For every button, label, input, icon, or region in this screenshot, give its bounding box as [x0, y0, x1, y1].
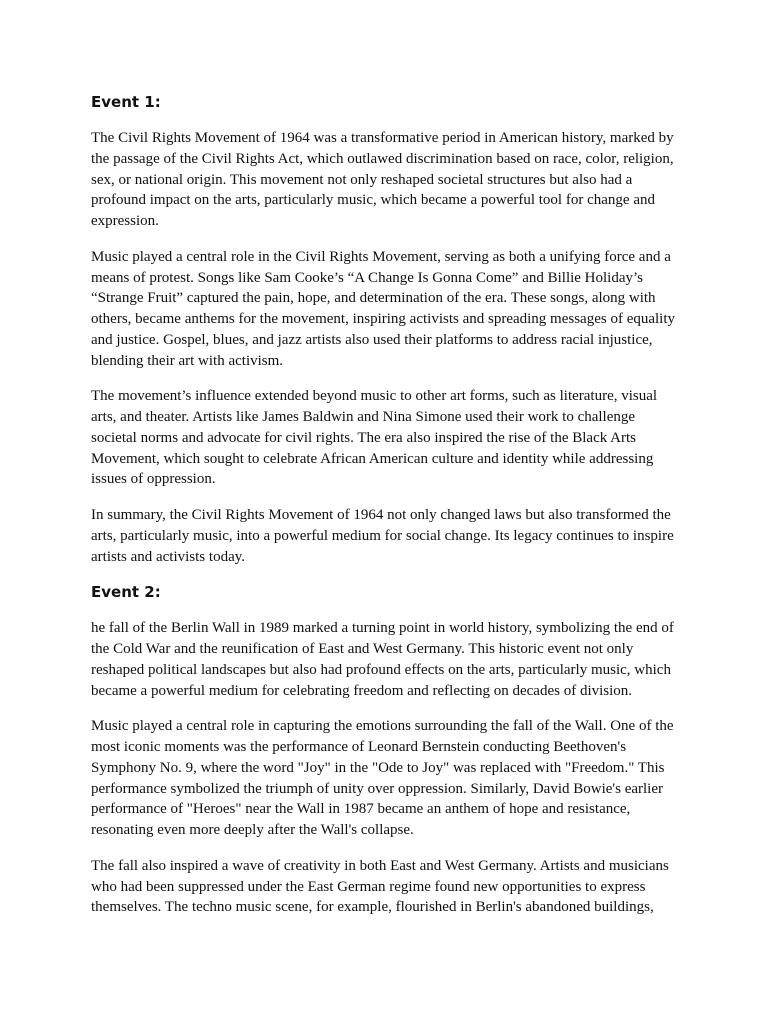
event-2-section: [91, 582, 681, 918]
event-2-heading: Event 2:: [91, 583, 161, 602]
event-2-paragraph-3: The fall also inspired a wave of creativity in both East and West Germany. Artists and musicians who had been suppressed under the East German regime found new opportunities to express themselves. The techno music scene, for example, flourished in Berlin's abandoned buildings,: [91, 857, 669, 916]
event-1-heading: Event 1:: [91, 93, 161, 111]
document-page: [91, 92, 681, 933]
event-1-paragraph-4: In summary, the Civil Rights Movement of 1964 not only changed laws but also transformed the arts, particularly music, into a powerful medium for social change. Its legacy continues to inspire artists and activists today.: [91, 507, 674, 565]
event-1-paragraph-3: The movement’s influence extended beyond music to other art forms, such as literature, visual arts, and theater. Artists like James Baldwin and Nina Simone used their work to challenge societal norms and advocate for civil rights. The era also inspired the rise of the Black Arts Movement, which sought to celebrate African American culture and identity while addressing issues of oppression.: [91, 388, 658, 488]
event-2-paragraph-1: he fall of the Berlin Wall in 1989 marked a turning point in world history, symbolizing the end of the Cold War and the reunification of East and West Germany. This historic event not only reshaped political landscapes but also had profound effects on the arts, particularly music, which became a powerful medium for celebrating freedom and reflecting on decades of division.: [91, 620, 674, 699]
event-1-paragraph-1: The Civil Rights Movement of 1964 was a transformative period in American history, marked by the passage of the Civil Rights Act, which outlawed discrimination based on race, color, religion, sex, or national origin. This movement not only reshaped societal structures but also had a profound impact on the arts, particularly music, which became a powerful tool for change and expression.: [91, 130, 674, 229]
event-2-paragraph-2: Music played a central role in capturing the emotions surrounding the fall of the Wall. One of the most iconic moments was the performance of Leonard Bernstein conducting Beethoven's Symphony No. 9, where the word "Joy" in the "Ode to Joy" was replaced with "Freedom." This performance symbolized the triumph of unity over oppression. Similarly, David Bowie's earlier performance of "Heroes" near the Wall in 1987 became an anthem of hope and resistance, resonating even more deeply after the Wall's collapse.: [91, 718, 674, 838]
event-1-paragraph-2: Music played a central role in the Civil Rights Movement, serving as both a unifying force and a means of protest. Songs like Sam Cooke’s “A Change Is Gonna Come” and Billie Holiday’s “Strange Fruit” captured the pain, hope, and determination of the era. These songs, along with others, became anthems for the movement, inspiring activists and spreading messages of equality and justice. Gospel, blues, and jazz artists also used their platforms to address racial injustice, blending their art with activism.: [91, 248, 676, 369]
event-1-section: [91, 92, 681, 567]
